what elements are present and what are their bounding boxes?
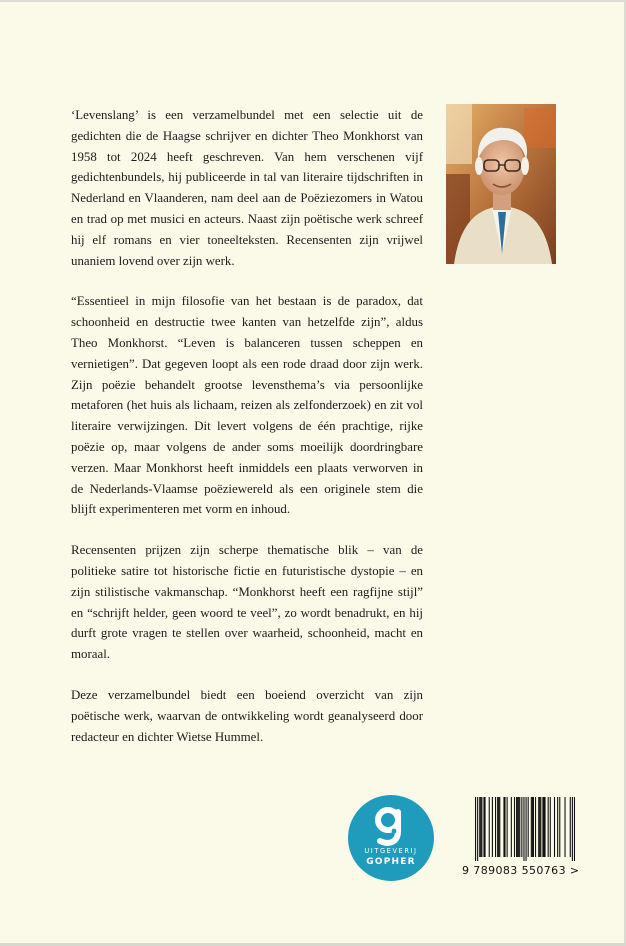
barcode-bar xyxy=(570,797,571,857)
cover-edge-top xyxy=(0,0,626,2)
barcode-bar xyxy=(535,797,536,857)
barcode-bar xyxy=(550,797,551,857)
barcode-bar xyxy=(492,797,493,857)
barcode-bar xyxy=(531,797,532,857)
barcode-bar xyxy=(516,797,517,857)
barcode-bar xyxy=(489,797,490,857)
barcode-bar xyxy=(548,797,549,857)
barcode-bar xyxy=(479,797,480,857)
barcode-bar xyxy=(543,797,544,857)
barcode-bar xyxy=(540,797,541,857)
barcode-bar xyxy=(557,797,558,857)
blurb-paragraph-2: “Essentieel in mijn filosofie van het bestaan is de paradox, dat schoonheid en destructie twee kanten van hetzelfde zijn”, aldus Theo Monkhorst. “Leven is balanceren tussen scheppen en vernietigen”. Dat gegeven loopt als een rode draad door zijn werk. Zijn poëzie behandelt grootse levensthema’s via persoonlijke metaforen (het huis als lichaam, reizen als zelfonderzoek) en zit vol literaire verwijzingen. Dit levert volgens de één prachtige, rijke poëzie op, maar volgens de ander soms moeilijk doordringbare verzen. Maar Monkhorst heeft inmiddels een plaats verworven in de Nederlands-Vlaamse poëziewereld als een originele stem die blijft experimenteren met vorm en inhoud. xyxy=(71,294,423,517)
barcode-bar xyxy=(523,797,524,861)
barcode-bar xyxy=(499,797,500,857)
barcode-bar xyxy=(574,797,575,861)
barcode-bar xyxy=(504,797,505,857)
barcode-bar xyxy=(564,797,565,857)
barcode-bar xyxy=(497,797,498,857)
blurb-paragraph-4: Deze verzamelbundel biedt een boeiend overzicht van zijn poëtische werk, waarvan de ontwikkeling wordt geanalyseerd door redacteur en dichter Wietse Hummel. xyxy=(71,687,423,744)
barcode-bar xyxy=(507,797,508,857)
barcode-bar xyxy=(544,797,545,857)
barcode-bar xyxy=(483,797,484,857)
barcode-bar xyxy=(539,797,540,857)
publisher-name-line2: GOPHER xyxy=(366,857,416,867)
barcode-bar xyxy=(480,797,481,857)
barcode-bar xyxy=(511,797,512,857)
publisher-logo xyxy=(348,795,434,881)
barcode-bar xyxy=(503,797,504,857)
barcode-bar xyxy=(519,797,520,857)
barcode-bar xyxy=(514,797,515,857)
barcode-bar xyxy=(484,797,485,857)
barcode-bar xyxy=(532,797,533,857)
barcode-bar xyxy=(528,797,529,857)
barcode-bar xyxy=(572,797,573,861)
barcode-bar xyxy=(542,797,543,857)
publisher-name-line1: UITGEVERIJ xyxy=(364,847,418,855)
barcode-bar xyxy=(498,797,499,857)
barcode-bar xyxy=(495,797,496,857)
isbn-number: 9 789083 550763 > xyxy=(462,864,580,877)
barcode-bar xyxy=(526,797,527,861)
isbn-barcode xyxy=(475,797,575,861)
barcode-bar xyxy=(475,797,476,861)
barcode-bar xyxy=(518,797,519,857)
barcode-bar xyxy=(517,797,518,857)
barcode-bar xyxy=(477,797,478,861)
blurb-paragraph-3: Recensenten prijzen zijn scherpe thematische blik – van de politieke satire tot historische fictie en futuristische dystopie – en zijn stilistische vakmanschap. “Monkhorst heeft een ragfijne stijl” en “schrijft helder, geen woord te veel”, zo wordt benadrukt, en hij durft grote vragen te stellen over waarheid, schoonheid, macht en moraal. xyxy=(71,543,423,662)
barcode-bar xyxy=(554,797,555,857)
blurb-text xyxy=(71,105,423,767)
blurb-paragraph-1: ‘Levenslang’ is een verzamelbundel met een selectie uit de gedichten die de Haagse schrijver en dichter Theo Monkhorst van 1958 tot 2024 heeft geschreven. Van hem verschenen vijf gedichtenbundels, hij publiceerde in tal van literaire tijdschriften in Nederland en Vlaanderen, nam deel aan de Poëziezomers in Watou en trad op met musici en acteurs. Naast zijn poëtische werk schreef hij elf romans en vier toneelteksten. Recensenten zijn vrijwel unaniem lovend over zijn werk. xyxy=(71,108,423,268)
author-photo xyxy=(446,104,556,264)
barcode-bar xyxy=(538,797,539,857)
barcode-bar xyxy=(521,797,522,857)
barcode-bar xyxy=(481,797,482,857)
barcode-bar xyxy=(559,797,560,857)
barcode-bar xyxy=(533,797,534,857)
